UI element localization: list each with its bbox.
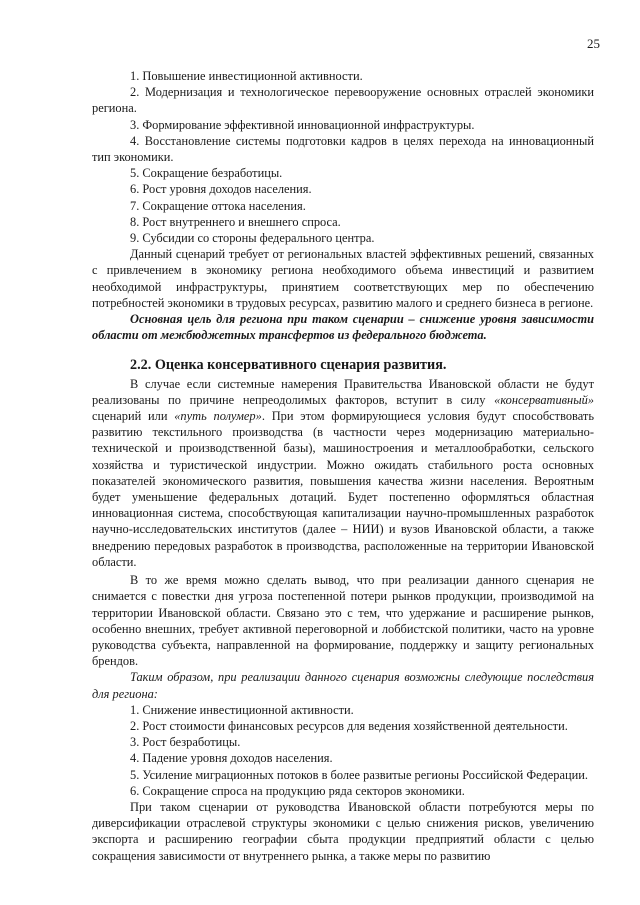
emphasis-text: «путь полумер»: [174, 409, 262, 424]
paragraph: [92, 376, 594, 570]
page-number: 25: [587, 36, 600, 51]
list-item: 6. Рост уровня доходов населения.: [130, 182, 312, 197]
list-item: 8. Рост внутреннего и внешнего спроса.: [130, 214, 341, 229]
emphasis-text: Таким образом, при реализации данного сценария возможны следующие последствия для региона:: [92, 670, 594, 701]
consequences-intro: [92, 669, 594, 701]
list-item: 6. Сокращение спроса на продукцию ряда секторов экономики.: [130, 783, 465, 798]
list-item: 1. Снижение инвестиционной активности.: [130, 702, 354, 717]
paragraph: Данный сценарий требует от региональных властей эффективных решений, связанных с привлечением в экономику региона необходимого объема инвестиций и развитием необходимой инфраструктуры, принятием соответствующих мер по обеспечению потребностей экономики в трудовых ресурсах, развитию малого и среднего бизнеса в регионе.: [92, 247, 594, 310]
paragraph-text: В случае если системные намерения Правительства Ивановской области не будут реализованы по причине непреодолимых факторов, вступит в силу: [92, 376, 594, 407]
list-item: 3. Рост безработицы.: [130, 735, 241, 750]
emphasis-text: «консервативный»: [494, 392, 594, 407]
list-item: 7. Сокращение оттока населения.: [130, 198, 306, 213]
scenario-measures-list: [92, 68, 594, 246]
paragraph: При таком сценарии от руководства Ивановской области потребуются меры по диверсификации отраслевой структуры экономики с целью снижения рисков, увеличению экспорта и расширению географии сбыта продукции предприятий области с целью сокращения зависимости от внутреннего рынка, а также меры по развитию: [92, 799, 594, 863]
list-item: 2. Модернизация и технологическое перевооружение основных отраслей экономики региона.: [92, 85, 594, 116]
consequences-list: [92, 702, 594, 799]
paragraph: В то же время можно сделать вывод, что при реализации данного сценария не снимается с повестки дня угроза постепенной потери рынков продукции, производимой на территории Ивановской области. Связано это с тем, что удержание и расширение рынков, особенно внешних, требует активной переговорной и лоббистской политики, часто на уровне руководства субъекта, направленной на формирование, поддержку и защиту региональных брендов.: [92, 573, 594, 669]
list-item: 3. Формирование эффективной инновационной инфраструктуры.: [130, 117, 475, 132]
paragraph-text: . При этом формирующиеся условия будут способствовать развитию текстильного производства (в частности через модернизацию материально-технической и производственной базы), машиностроения и металлообработки, сельского хозяйства и туристической индустрии. Можно ожидать стабильного роста основных показателей экономического развития, повышения качества жизни населения. Вероятным будет уменьшение федеральных дотаций. Будет постепенно оформляться областная инновационная система, способствующая капитализации научно-промышленных разработок научно-исследовательских институтов (далее – НИИ) и вузов Ивановской области, а также внедрению передовых разработок в производства, расположенные на территории Ивановской области.: [92, 409, 594, 569]
list-item: 2. Рост стоимости финансовых ресурсов для ведения хозяйственной деятельности.: [130, 718, 568, 733]
list-item: 5. Усиление миграционных потоков в более развитые регионы Российской Федерации.: [130, 767, 588, 782]
list-item: 5. Сокращение безработицы.: [130, 166, 283, 181]
goal-statement: Основная цель для региона при таком сценарии – снижение уровня зависимости области от межбюджетных трансфертов из федерального бюджета.: [92, 312, 594, 343]
list-item: 1. Повышение инвестиционной активности.: [130, 69, 363, 83]
section-heading: 2.2. Оценка консервативного сценария развития.: [130, 357, 447, 374]
list-item: 4. Падение уровня доходов населения.: [130, 751, 333, 766]
list-item: 9. Субсидии со стороны федерального центра.: [130, 231, 375, 246]
list-item: 4. Восстановление системы подготовки кадров в целях перехода на инновационный тип экономики.: [92, 133, 594, 165]
paragraph-text: сценарий или: [92, 409, 175, 424]
document-body: [92, 68, 594, 864]
